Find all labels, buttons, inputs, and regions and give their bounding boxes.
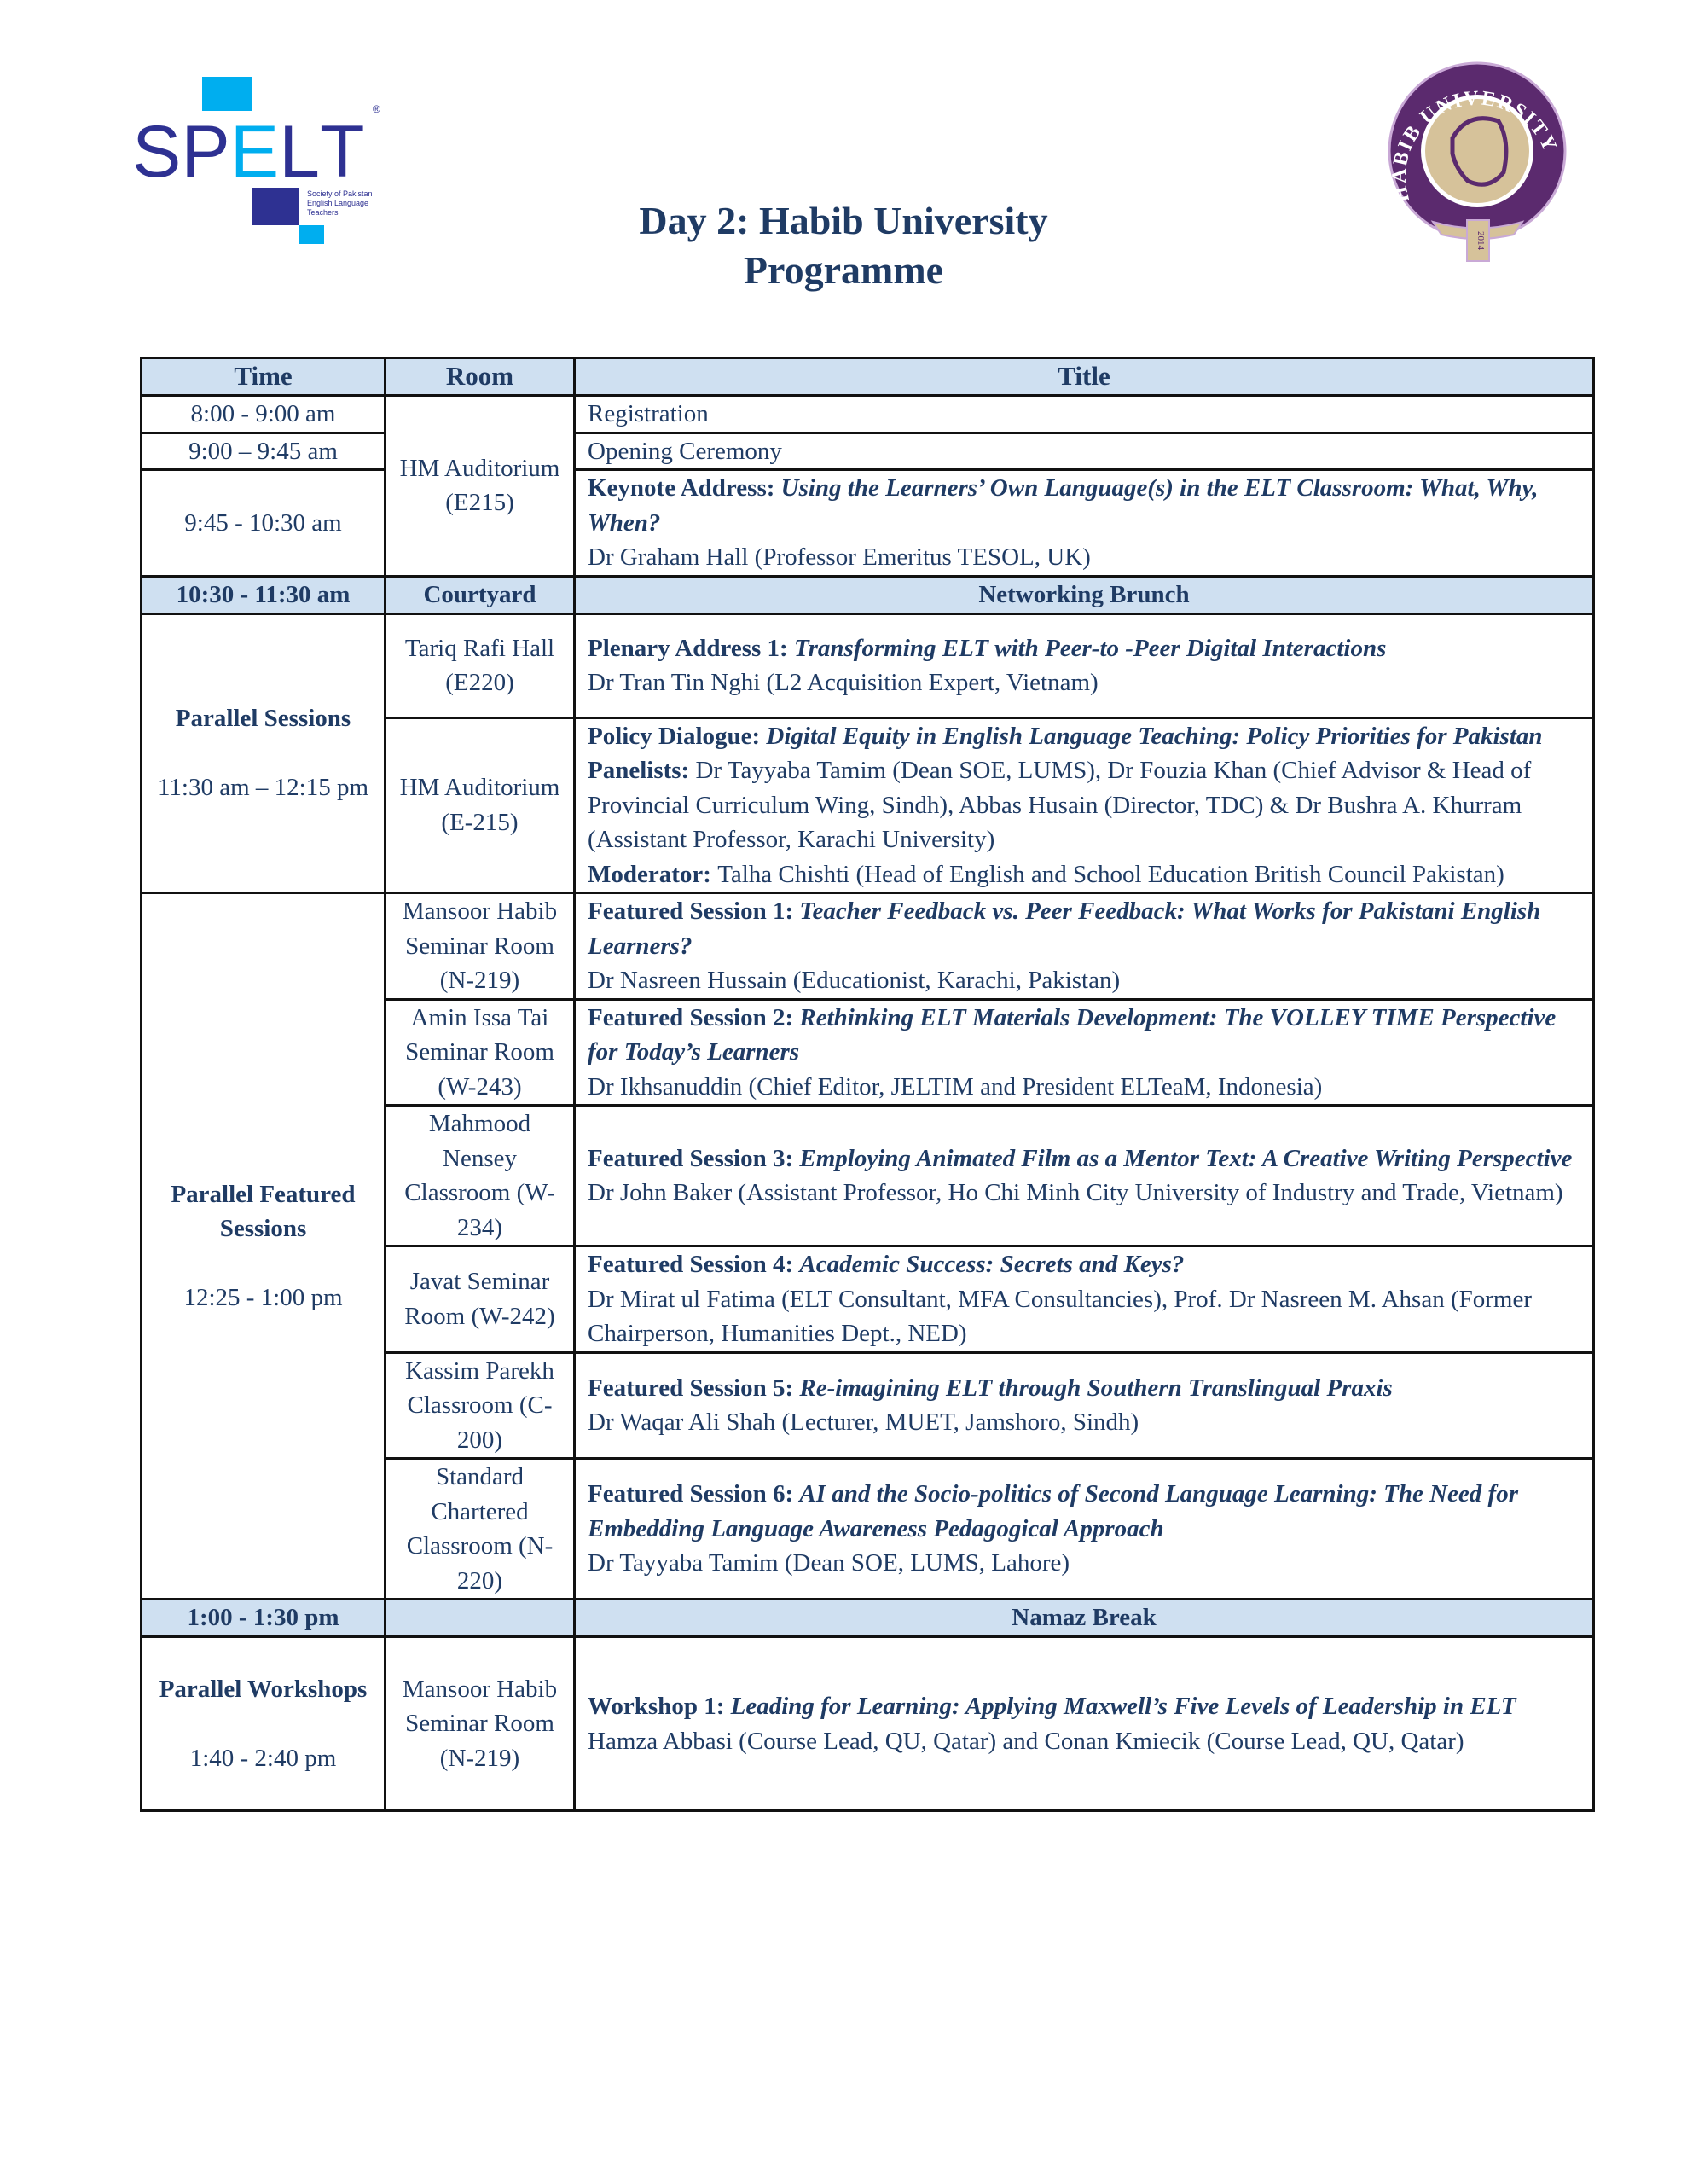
room-cell: Mansoor Habib Seminar Room (N-219) (386, 893, 575, 1000)
session-title: Academic Success: Secrets and Keys? (799, 1251, 1185, 1278)
speaker: Dr Mirat ul Fatima (ELT Consultant, MFA Consultancies), Prof. Dr Nasreen M. Ahsan (Former Chairperson, Humanities Dept., NED) (588, 1285, 1532, 1347)
session-title: AI and the Socio-politics of Second Language Learning: The Need for Embedding Language Awareness Pedagogical Approach (588, 1480, 1518, 1542)
spelt-subtitle: Society of Pakistan English Language Teachers (307, 189, 373, 217)
band-row (142, 1600, 1594, 1637)
room-cell: Javat Seminar Room (W-242) (386, 1246, 575, 1353)
registered-mark: ® (373, 103, 380, 115)
speaker: Dr Waqar Ali Shah (Lecturer, MUET, Jamshoro, Sindh) (588, 1409, 1139, 1437)
session-title: Re-imagining ELT through Southern Translingual Praxis (799, 1374, 1393, 1402)
title-cell: Opening Ceremony (575, 433, 1594, 470)
session-cell (575, 717, 1594, 893)
session-label: Featured Session 4: (588, 1251, 800, 1278)
session-label: Featured Session 3: (588, 1144, 800, 1172)
session-cell (575, 1106, 1594, 1246)
time-cell: 9:00 – 9:45 am (142, 433, 386, 470)
session-cell (575, 893, 1594, 1000)
speaker: Hamza Abbasi (Course Lead, QU, Qatar) and Conan Kmiecik (Course Lead, QU, Qatar) (588, 1727, 1464, 1755)
title-cell: Registration (575, 396, 1594, 433)
table-header-row (142, 358, 1594, 396)
title-cell: Namaz Break (575, 1600, 1594, 1637)
session-cell (575, 1246, 1594, 1353)
room-cell: Tariq Rafi Hall (E220) (386, 613, 575, 717)
room-cell: Mahmood Nensey Classroom (W-234) (386, 1106, 575, 1246)
speaker: Dr Ikhsanuddin (Chief Editor, JELTIM and President ELTeaM, Indonesia) (588, 1072, 1323, 1101)
slot-cell (142, 1637, 386, 1811)
table-row (142, 396, 1594, 433)
table-row (142, 433, 1594, 470)
moderator: Talha Chishti (Head of English and School Education British Council Pakistan) (717, 860, 1504, 888)
table-row (142, 470, 1594, 577)
session-label: Featured Session 2: (588, 1003, 800, 1031)
session-label: Featured Session 6: (588, 1480, 800, 1508)
habib-year: 2014 (1475, 231, 1486, 250)
session-cell (575, 470, 1594, 577)
time-cell: 8:00 - 9:00 am (142, 396, 386, 433)
session-cell (575, 1352, 1594, 1459)
session-title: Employing Animated Film as a Mentor Text: A Creative Writing Perspective (799, 1144, 1573, 1172)
logo-square-top (202, 77, 252, 111)
session-label: Featured Session 1: (588, 897, 800, 925)
speaker: Dr John Baker (Assistant Professor, Ho Chi Minh City University of Industry and Trade, Vietnam) (588, 1179, 1563, 1206)
session-title: Teacher Feedback vs. Peer Feedback: What Works for Pakistani English Learners? (588, 897, 1541, 960)
slot-time: 1:40 - 2:40 pm (189, 1744, 337, 1772)
session-label: Workshop 1: (588, 1693, 731, 1720)
session-cell (575, 999, 1594, 1106)
speaker: Dr Tran Tin Nghi (L2 Acquisition Expert, Vietnam) (588, 669, 1099, 696)
speaker: Dr Tayyaba Tamim (Dean SOE, LUMS, Lahore) (588, 1549, 1070, 1577)
session-label: Keynote Address: (588, 474, 781, 502)
header-time: Time (142, 358, 386, 396)
title-line-1: Day 2: Habib University (639, 199, 1048, 242)
slot-time: 12:25 - 1:00 pm (183, 1283, 343, 1311)
page-title (0, 196, 1687, 295)
session-cell (575, 1637, 1594, 1811)
slot-cell (142, 613, 386, 893)
table-row (142, 893, 1594, 1000)
band-row (142, 576, 1594, 613)
svg-text:HABIB UNIVERSITY: HABIB UNIVERSITY (1388, 87, 1562, 205)
slot-label: Parallel Sessions (175, 705, 351, 733)
room-cell: Kassim Parekh Classroom (C-200) (386, 1352, 575, 1459)
room-cell: HM Auditorium (E-215) (386, 717, 575, 893)
programme-table (140, 357, 1595, 1812)
session-label: Policy Dialogue: (588, 722, 767, 750)
room-cell: Courtyard (386, 576, 575, 613)
slot-label: Parallel Featured Sessions (171, 1180, 356, 1243)
table-row (142, 613, 1594, 717)
speaker: Dr Nasreen Hussain (Educationist, Karachi, Pakistan) (588, 967, 1121, 994)
title-line-2: Programme (743, 248, 944, 292)
title-cell: Networking Brunch (575, 576, 1594, 613)
session-title: Rethinking ELT Materials Development: The VOLLEY TIME Perspective for Today’s Learners (588, 1003, 1557, 1066)
panelists: Dr Tayyaba Tamim (Dean SOE, LUMS), Dr Fouzia Khan (Chief Advisor & Head of Provincial Curriculum Wing, Sindh), Abbas Husain (Director, TDC) & Dr Bushra A. Khurram (Assistant Professor, Karachi University) (588, 757, 1532, 853)
header-room: Room (386, 358, 575, 396)
time-cell: 10:30 - 11:30 am (142, 576, 386, 613)
panelists-label: Panelists: (588, 757, 696, 784)
room-cell: HM Auditorium (E215) (386, 396, 575, 577)
session-label: Featured Session 5: (588, 1374, 800, 1402)
session-label: Plenary Address 1: (588, 634, 794, 662)
session-title: Using the Learners’ Own Language(s) in the ELT Classroom: What, Why, When? (588, 474, 1539, 537)
slot-time: 11:30 am – 12:15 pm (157, 773, 369, 801)
table-row (142, 1637, 1594, 1811)
speaker: Dr Graham Hall (Professor Emeritus TESOL, UK) (588, 543, 1091, 571)
spelt-wordmark: S P E L T (132, 111, 365, 193)
room-cell: Mansoor Habib Seminar Room (N-219) (386, 1637, 575, 1811)
room-cell (386, 1600, 575, 1637)
session-cell (575, 613, 1594, 717)
room-cell: Standard Chartered Classroom (N-220) (386, 1459, 575, 1600)
session-title: Digital Equity in English Language Teaching: Policy Priorities for Pakistan (766, 722, 1543, 750)
header-title: Title (575, 358, 1594, 396)
room-cell: Amin Issa Tai Seminar Room (W-243) (386, 999, 575, 1106)
slot-cell (142, 893, 386, 1600)
session-title: Leading for Learning: Applying Maxwell’s Five Levels of Leadership in ELT (730, 1693, 1516, 1720)
time-cell: 9:45 - 10:30 am (142, 470, 386, 577)
session-title: Transforming ELT with Peer-to -Peer Digital Interactions (793, 634, 1387, 662)
moderator-label: Moderator: (588, 860, 718, 888)
slot-label: Parallel Workshops (159, 1676, 368, 1703)
time-cell: 1:00 - 1:30 pm (142, 1600, 386, 1637)
session-cell (575, 1459, 1594, 1600)
